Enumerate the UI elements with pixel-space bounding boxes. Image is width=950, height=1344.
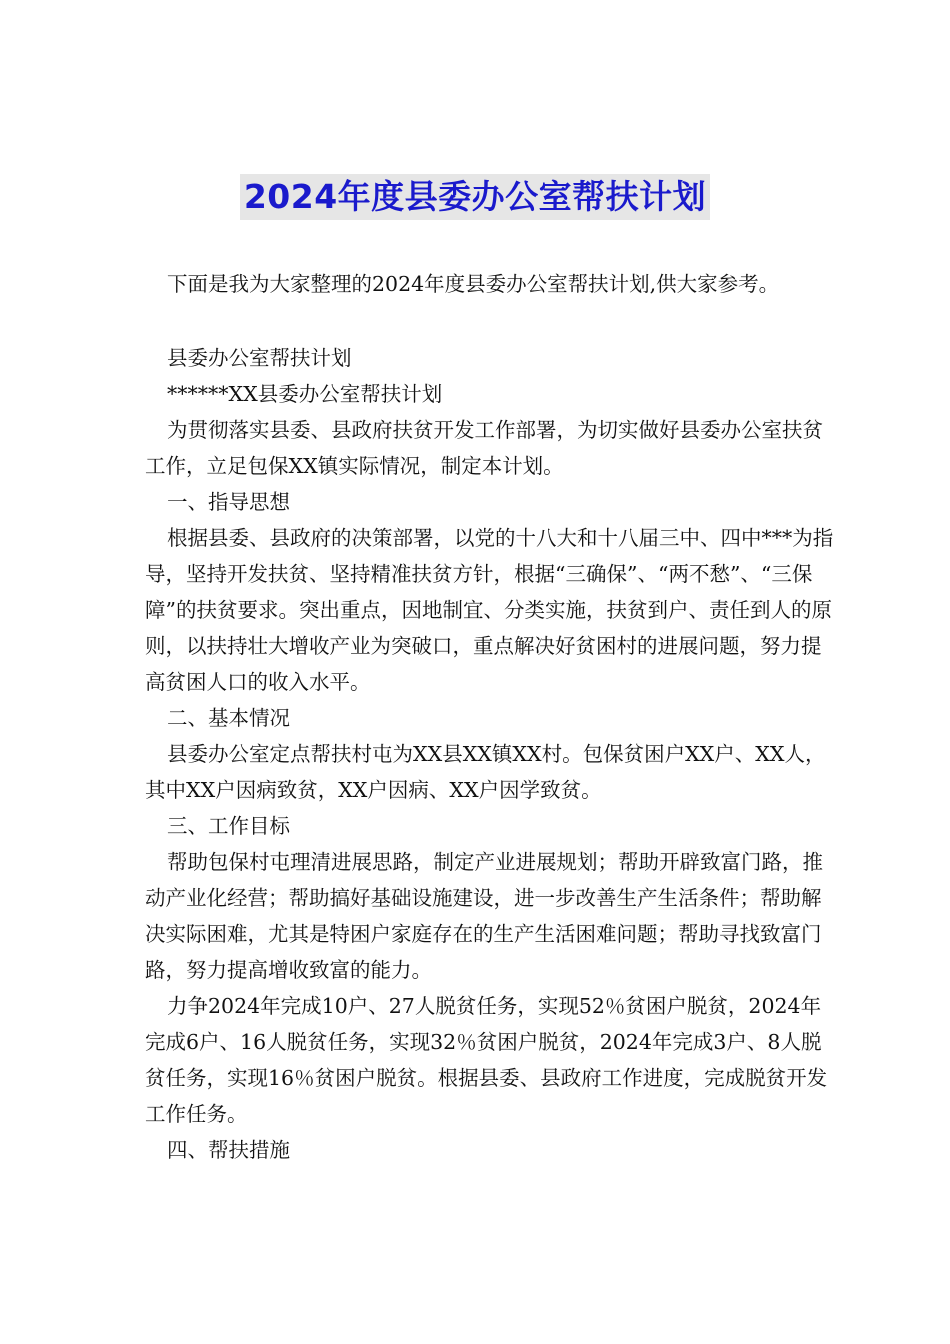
section-heading-work-goals: 三、工作目标 xyxy=(167,814,290,838)
title-container xyxy=(0,174,950,220)
section-body-work-goals-1: 帮助包保村屯理清进展思路，制定产业进展规划；帮助开辟致富门路，推动产业化经营；帮助搞好基础设施建设，进一步改善生产生活条件；帮助解决实际困难，尤其是特困户家庭存在的生产生活困难问题；帮助寻找致富门路，努力提高增收致富的能力。 xyxy=(145,850,823,982)
purpose-paragraph: 为贯彻落实县委、县政府扶贫开发工作部署，为切实做好县委办公室扶贫工作，立足包保XX镇实际情况，制定本计划。 xyxy=(145,418,823,478)
section-heading-guiding-thought: 一、指导思想 xyxy=(167,490,290,514)
subtitle: 县委办公室帮扶计划 xyxy=(167,346,352,370)
section-heading-measures: 四、帮扶措施 xyxy=(167,1138,290,1162)
document-body xyxy=(145,340,835,1168)
intro-block xyxy=(145,266,835,302)
section-body-basic-situation: 县委办公室定点帮扶村屯为XX县XX镇XX村。包保贫困户XX户、XX人，其中XX户因病致贫，XX户因病、XX户因学致贫。 xyxy=(145,742,826,802)
section-body-work-goals-2: 力争2024年完成10户、27人脱贫任务，实现52％贫困户脱贫，2024年完成6户、16人脱贫任务，实现32％贫困户脱贫，2024年完成3户、8人脱贫任务，实现16％贫困户脱贫。根据县委、县政府工作进度，完成脱贫开发工作任务。 xyxy=(145,994,828,1126)
section-body-guiding-thought: 根据县委、县政府的决策部署，以党的十八大和十八届三中、四中***为指导，坚持开发扶贫、坚持精准扶贫方针，根据“三确保”、“两不愁”、“三保障”的扶贫要求。突出重点，因地制宜、分类实施，扶贫到户、责任到人的原则，以扶持壮大增收产业为突破口，重点解决好贫困村的进展问题，努力提高贫困人口的收入水平。 xyxy=(145,526,834,694)
document-title: 2024年度县委办公室帮扶计划 xyxy=(240,174,710,220)
intro-paragraph: 下面是我为大家整理的2024年度县委办公室帮扶计划,供大家参考。 xyxy=(167,272,780,296)
section-heading-basic-situation: 二、基本情况 xyxy=(167,706,290,730)
subtitle-secondary: ******XX县委办公室帮扶计划 xyxy=(167,382,443,406)
